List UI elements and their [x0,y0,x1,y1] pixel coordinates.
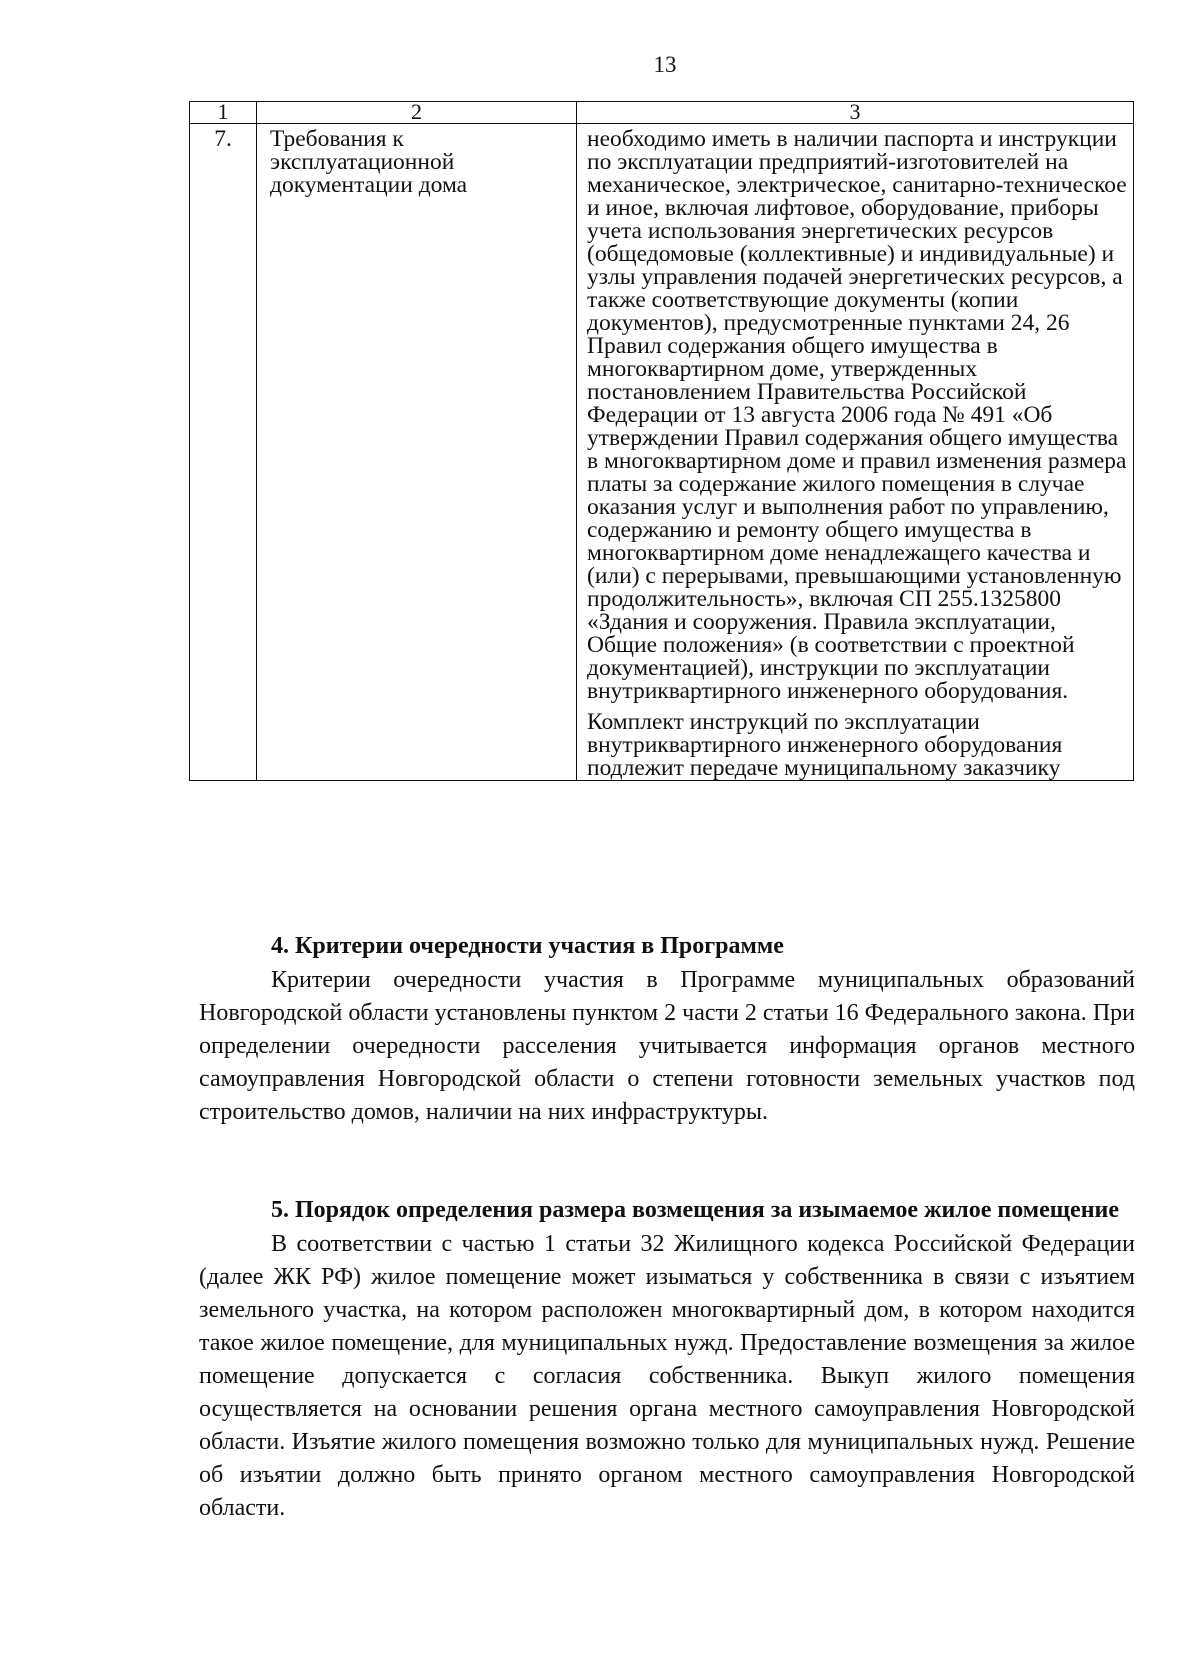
section-4-title: 4. Критерии очередности участия в Программе [271,933,784,959]
column-header-3: 3 [577,102,1134,124]
table-header-row [190,102,1134,124]
section-5 [199,1198,1135,1525]
requirement-cell: Требования к эксплуатационной документации дома [257,124,577,781]
section-5-body: В соответствии с частью 1 статьи 32 Жилищного кодекса Российской Федерации (далее ЖК РФ) жилое помещение может изыматься у собственника в связи с изъятием земельного участка, на котором расположен многоквартирный дом, в котором находится такое жилое помещение, для муниципальных нужд. Предоставление возмещения за жилое помещение допускается с согласия собственника. Выкуп жилого помещения осуществляется на основании решения органа местного самоуправления Новгородской области. Изъятие жилого помещения возможно только для муниципальных нужд. Решение об изъятии должно быть принято органом местного самоуправления Новгородской области. [199,1231,1135,1521]
section-4 [199,934,1135,1129]
column-header-2: 2 [257,102,577,124]
description-paragraph: необходимо иметь в наличии паспорта и инструкции по эксплуатации предприятий-изготовителей на механическое, электрическое, санитарно-техническое и иное, включая лифтовое, оборудование, приборы учета использования энергетических ресурсов (общедомовые (коллективные) и индивидуальные) и узлы управления подачей энергетических ресурсов, а также соответствующие документы (копии документов), предусмотренные пунктами 24, 26 Правил содержания общего имущества в многоквартирном доме, утвержденных постановлением Правительства Российской Федерации от 13 августа 2006 года № 491 «Об утверждении Правил содержания общего имущества в многоквартирном доме и правил изменения размера платы за содержание жилого помещения в случае оказания услуг и выполнения работ по управлению, содержанию и ремонту общего имущества в многоквартирном доме ненадлежащего качества и (или) с перерывами, превышающими установленную продолжительность», включая СП 255.1325800 «Здания и сооружения. Правила эксплуатации, Общие положения» (в соответствии с проектной документацией), инструкции по эксплуатации внутриквартирного инженерного оборудования. [587,126,1127,704]
section-4-body: Критерии очередности участия в Программе муниципальных образований Новгородской области установлены пунктом 2 части 2 статьи 16 Федерального закона. При определении очередности расселения учитывается информация органов местного самоуправления Новгородской области о степени готовности земельных участков под строительство домов, наличии на них инфраструктуры. [199,967,1135,1125]
row-number: 7. [190,124,257,781]
section-5-title: 5. Порядок определения размера возмещения за изымаемое жилое помещение [271,1197,1120,1223]
description-cell [577,124,1134,781]
column-header-1: 1 [190,102,257,124]
requirements-table [189,101,1134,781]
page-number: 13 [653,52,677,77]
table-row [190,124,1134,781]
description-paragraph: Комплект инструкций по эксплуатации внутриквартирного инженерного оборудования подлежит передаче муниципальному заказчику [587,709,1063,781]
